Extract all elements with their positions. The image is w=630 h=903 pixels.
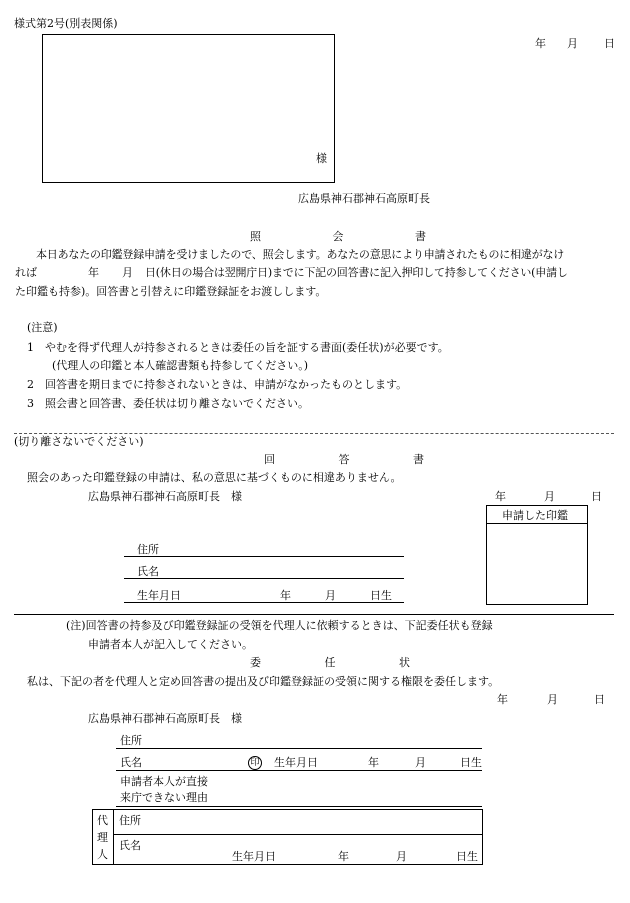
delegation-addressee: 広島県神石郡神石高原町長 様 <box>88 712 242 725</box>
date-day: 日 <box>604 37 615 50</box>
agent-label-char-2: 理 <box>97 831 108 844</box>
addressee-box[interactable] <box>42 34 335 183</box>
delegation-birth-month: 月 <box>415 756 426 769</box>
agent-birth-day: 日生 <box>456 850 478 863</box>
agent-birth-year: 年 <box>338 850 349 863</box>
delegation-reason-line[interactable] <box>116 806 482 807</box>
delegation-date-year: 年 <box>497 693 508 706</box>
notice-body-line1: 本日あなたの印鑑登録申請を受けましたので、照会します。あなたの意思により申請されたものに相違がなけ <box>36 248 565 261</box>
delegation-name-label: 氏名 <box>120 756 142 769</box>
agent-label-divider <box>113 809 114 864</box>
delegation-name-line[interactable] <box>116 770 482 771</box>
notice-title: 照 会 書 <box>250 230 460 243</box>
delegation-date-month: 月 <box>547 693 558 706</box>
note-item-2: 2 回答書を期日までに持参されないときは、申請がなかったものとします。 <box>27 378 408 391</box>
cut-line <box>14 433 614 434</box>
delegation-birthdate-label: 生年月日 <box>274 756 318 769</box>
date-month: 月 <box>567 37 578 50</box>
delegation-birth-day: 日生 <box>460 756 482 769</box>
agent-address-label: 住所 <box>119 814 141 827</box>
notice-body-line3: た印鑑も持参)。回答書と引替えに印鑑登録証をお渡しします。 <box>15 285 327 298</box>
delegation-note-line1: (注)回答書の持参及び印鑑登録証の受領を代理人に依頼するときは、下記委任状も登録 <box>66 619 493 632</box>
agent-label-char-3: 人 <box>97 848 108 861</box>
answer-statement: 照会のあった印鑑登録の申請は、私の意思に基づくものに相違ありません。 <box>27 471 402 484</box>
seal-mark-icon: 印 <box>248 756 262 770</box>
answer-date-month: 月 <box>544 490 555 503</box>
notes-heading: (注意) <box>27 321 58 334</box>
seal-box-label: 申請した印鑑 <box>502 509 568 522</box>
answer-birth-day: 日生 <box>370 589 392 602</box>
answer-birthdate-line[interactable] <box>124 602 404 603</box>
section-divider <box>14 614 614 615</box>
notice-body-line2-start: れば <box>15 266 37 279</box>
answer-birth-year: 年 <box>280 589 291 602</box>
seal-box-divider <box>486 523 587 524</box>
answer-birthdate-label: 生年月日 <box>137 589 181 602</box>
answer-address-line[interactable] <box>124 556 404 557</box>
agent-row-divider <box>113 834 482 835</box>
answer-date-year: 年 <box>495 490 506 503</box>
agent-birth-month: 月 <box>396 850 407 863</box>
delegation-note-line2: 申請者本人が記入してください。 <box>88 638 253 651</box>
answer-name-label: 氏名 <box>137 565 159 578</box>
delegation-reason-line2: 来庁できない理由 <box>120 791 208 804</box>
note-item-1-sub: (代理人の印鑑と本人確認書類も持参してください。) <box>52 359 309 372</box>
answer-title: 回 答 書 <box>264 453 454 466</box>
answer-addressee: 広島県神石郡神石高原町長 様 <box>88 490 242 503</box>
addressee-honorific: 様 <box>316 152 327 165</box>
cut-notice: (切り離さないでください) <box>14 435 144 448</box>
note-item-3: 3 照会書と回答書、委任状は切り離さないでください。 <box>27 397 309 410</box>
delegation-statement: 私は、下記の者を代理人と定め回答書の提出及び印鑑登録証の受領に関する権限を委任します。 <box>27 675 500 688</box>
delegation-birth-year: 年 <box>368 756 379 769</box>
agent-name-label: 氏名 <box>119 839 141 852</box>
agent-box[interactable] <box>92 809 483 865</box>
date-year: 年 <box>535 37 546 50</box>
issuer: 広島県神石郡神石高原町長 <box>298 192 430 205</box>
delegation-reason-line1: 申請者本人が直接 <box>120 775 208 788</box>
note-item-1: 1 やむを得ず代理人が持参されるときは委任の旨を証する書面(委任状)が必要です。 <box>27 341 449 354</box>
notice-body-line2-rest: 日(休日の場合は翌開庁日)までに下記の回答書に記入押印して持参してください(申請し <box>145 266 568 279</box>
notice-deadline-year: 年 <box>88 266 99 279</box>
answer-date-day: 日 <box>591 490 602 503</box>
delegation-title: 委 任 状 <box>250 656 440 669</box>
answer-birth-month: 月 <box>325 589 336 602</box>
agent-birthdate-label: 生年月日 <box>232 850 276 863</box>
delegation-address-line[interactable] <box>116 748 482 749</box>
answer-address-label: 住所 <box>137 543 159 556</box>
form-number: 様式第2号(別表関係) <box>14 17 118 30</box>
answer-name-line[interactable] <box>124 578 404 579</box>
notice-deadline-month: 月 <box>122 266 133 279</box>
delegation-address-label: 住所 <box>120 734 142 747</box>
agent-label-char-1: 代 <box>97 814 108 827</box>
delegation-date-day: 日 <box>594 693 605 706</box>
